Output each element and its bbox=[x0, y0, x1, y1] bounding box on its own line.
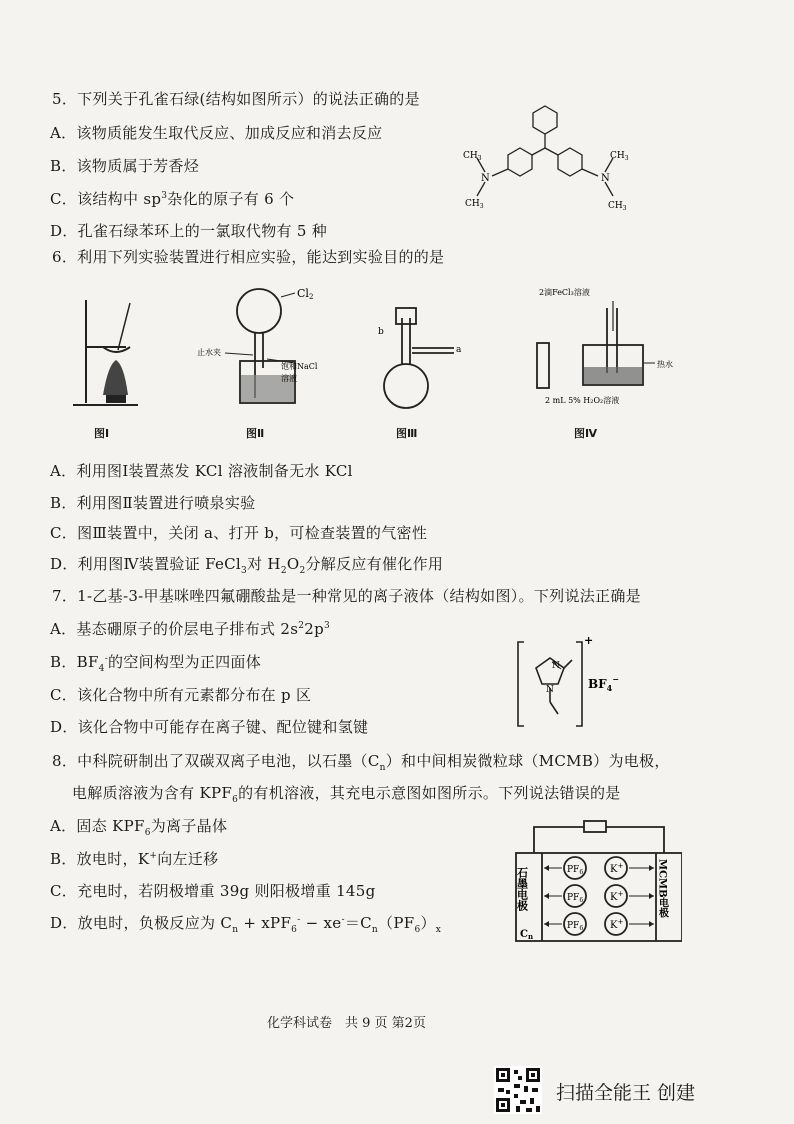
battery-cn-label: $C_n$ bbox=[520, 929, 534, 941]
fig2-stopcock-label: 止水夹 bbox=[197, 348, 221, 357]
fig3-b-label: b bbox=[378, 327, 384, 337]
q8-stem-line2: 电解质溶液为含有 $KPF_6$的有机溶液，其充电示意图如图所示。下列说法错误的是 bbox=[72, 784, 621, 805]
struct-ch3-left-bot: $CH_3$ bbox=[465, 199, 484, 210]
fig2-solution-label: 溶液 bbox=[281, 374, 297, 383]
fig2-caption: 图Ⅱ bbox=[246, 427, 265, 440]
q6-stem: 6．利用下列实验装置进行相应实验，能达到实验目的的是 bbox=[52, 248, 445, 266]
k-ion-2: K+ bbox=[610, 890, 624, 903]
pf6-ion-2: $PF_6$ bbox=[567, 893, 584, 904]
battery-left-electrode-label: 石墨电极 bbox=[515, 867, 529, 911]
fig4-fecl3-label: 2滴FeCl₃溶液 bbox=[539, 288, 590, 297]
k-ion-3: K+ bbox=[610, 918, 624, 931]
q8-option-c: C．充电时，若阴极增重 39g 则阳极增重 145g bbox=[50, 882, 376, 900]
struct-bf4-anion: $BF_4^-$ bbox=[588, 674, 619, 693]
page-footer: 化学科试卷 共 9 页 第2页 bbox=[267, 1016, 426, 1031]
fig3-caption: 图Ⅲ bbox=[396, 427, 418, 440]
malachite-green-structure bbox=[455, 96, 650, 226]
fig4-caption: 图Ⅳ bbox=[574, 427, 598, 440]
fig4-hot-water-label: 热水 bbox=[657, 360, 673, 369]
fig4-h2o2-label: 2 mL 5% H₂O₂溶液 bbox=[545, 396, 620, 405]
q5-option-d: D．孔雀石绿苯环上的一氯取代物有 5 种 bbox=[50, 222, 328, 240]
q5-stem: 5．下列关于孔雀石绿(结构如图所示）的说法正确的是 bbox=[52, 90, 420, 108]
fig4-catalysis-apparatus bbox=[525, 283, 705, 418]
q8-option-a: A．固态 $KPF_6$为离子晶体 bbox=[50, 817, 228, 838]
struct-n-right: N bbox=[601, 173, 610, 184]
q7-option-a: A．基态硼原子的价层电子排布式 $2s^22p^3$ bbox=[50, 620, 331, 638]
q5-option-a: A．该物质能发生取代反应、加成反应和消去反应 bbox=[50, 124, 383, 142]
battery-charging-diagram bbox=[512, 815, 682, 945]
struct-ch3-right-top: $CH_3$ bbox=[610, 151, 629, 162]
q7-stem: 7．1-乙基-3-甲基咪唑四氟硼酸盐是一种常见的离子液体（结构如图）。下列说法正确是 bbox=[52, 587, 641, 605]
q7-option-c: C．该化合物中所有元素都分布在 p 区 bbox=[50, 686, 312, 704]
fig2-cl2-label: Cl2 bbox=[297, 287, 314, 301]
q8-stem-line1: 8．中科院研制出了双碳双离子电池，以石墨$(C_n)$和中间相炭微粒球（MCMB）为电极， bbox=[52, 752, 670, 773]
fig2-nacl-label: 饱和NaCl bbox=[281, 362, 318, 371]
q8-option-d: D．放电时，负极反应为 $C_n + xPF_6^- - xe^-=C_n(PF_6)_x$ bbox=[50, 914, 442, 935]
fig2-fountain-apparatus bbox=[195, 283, 335, 418]
q7-option-b: B．$BF_4^-$的空间构型为正四面体 bbox=[50, 653, 262, 674]
battery-right-electrode-label: MCMB电极 bbox=[656, 859, 668, 918]
pf6-ion-1: $PF_6$ bbox=[567, 865, 584, 876]
q6-option-c: C．图Ⅲ装置中，关闭 a、打开 b，可检查装置的气密性 bbox=[50, 524, 428, 542]
q6-option-a: A．利用图Ⅰ装置蒸发 KCl 溶液制备无水 KCl bbox=[50, 462, 353, 480]
struct-n-left: N bbox=[481, 173, 490, 184]
fig1-evaporation-apparatus bbox=[68, 295, 163, 415]
struct-plus: + bbox=[584, 634, 594, 647]
q7-option-d: D．该化合物中可能存在离子键、配位键和氢键 bbox=[50, 718, 369, 736]
q5-option-c: C．该结构中 $sp^3$杂化的原子有 6 个 bbox=[50, 190, 295, 208]
scanner-brand-text: 扫描全能王 创建 bbox=[556, 1082, 696, 1104]
q5-option-b: B．该物质属于芳香烃 bbox=[50, 157, 200, 175]
fig3-a-label: a bbox=[456, 345, 462, 355]
q8-option-b: B．放电时，K+向左迁移 bbox=[50, 850, 219, 868]
fig3-airtightness-apparatus bbox=[372, 298, 492, 413]
struct-n-bottom: N bbox=[546, 685, 554, 695]
k-ion-1: K+ bbox=[610, 862, 624, 875]
struct-ch3-left-top: $CH_3$ bbox=[463, 151, 482, 162]
pf6-ion-3: $PF_6$ bbox=[567, 921, 584, 932]
struct-ch3-right-bot: $CH_3$ bbox=[608, 201, 627, 212]
q6-option-b: B．利用图Ⅱ装置进行喷泉实验 bbox=[50, 494, 256, 512]
q6-option-d: D．利用图Ⅳ装置验证 FeCl$_3$对 $H_2O_2$分解反应有催化作用 bbox=[50, 555, 444, 576]
qr-code-icon bbox=[494, 1066, 542, 1114]
struct-n-top: N bbox=[552, 661, 560, 671]
ionic-liquid-structure bbox=[512, 630, 622, 735]
fig1-caption: 图Ⅰ bbox=[94, 427, 110, 440]
